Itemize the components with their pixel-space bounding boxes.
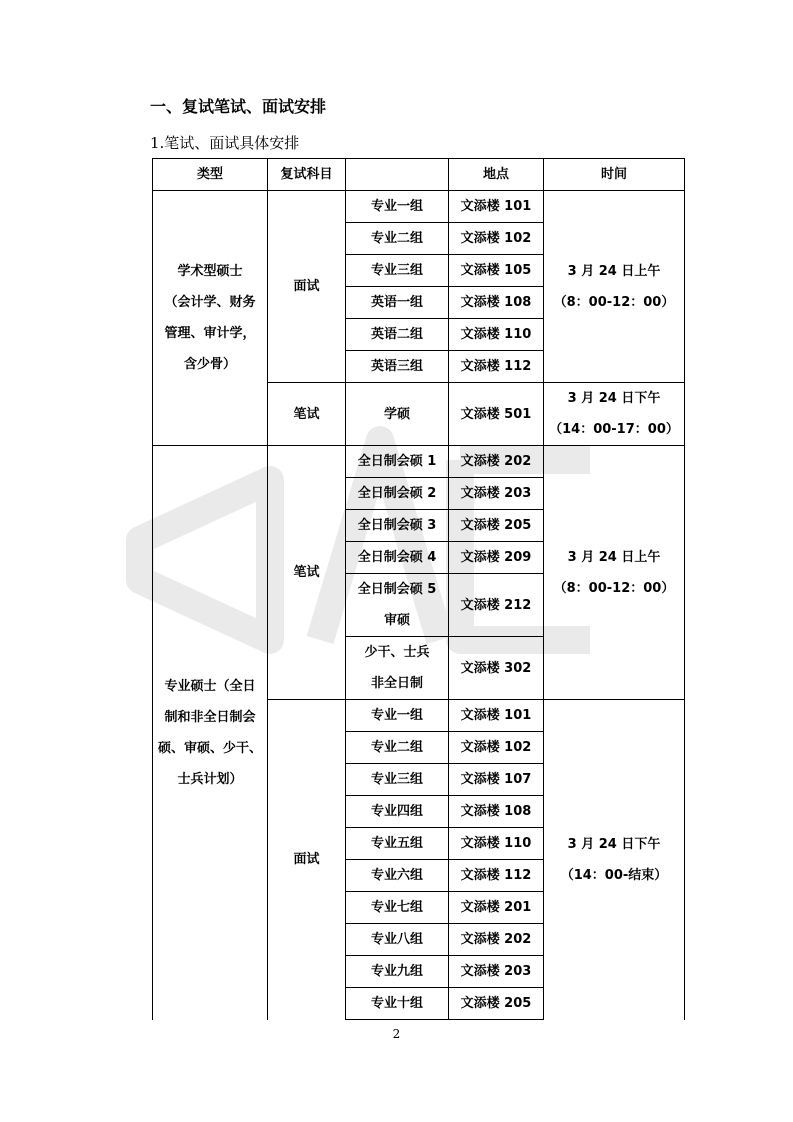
location-cell: 文添楼 112 xyxy=(449,351,544,383)
location-cell: 文添楼 203 xyxy=(449,956,544,988)
location-cell: 文添楼 202 xyxy=(449,446,544,478)
location-cell: 文添楼 101 xyxy=(449,191,544,223)
academic-interview-time: 3 月 24 日上午 （8：00-12：00） xyxy=(544,191,685,383)
group-cell: 全日制会硕 1 xyxy=(346,446,449,478)
subsection-heading: 1.笔试、面试具体安排 xyxy=(150,134,300,152)
location-cell: 文添楼 102 xyxy=(449,732,544,764)
location-cell: 文添楼 209 xyxy=(449,542,544,574)
location-cell: 文添楼 201 xyxy=(449,892,544,924)
professional-written-label: 笔试 xyxy=(268,446,346,700)
group-cell: 专业六组 xyxy=(346,860,449,892)
group-cell: 专业九组 xyxy=(346,956,449,988)
group-cell: 专业十组 xyxy=(346,988,449,1020)
schedule-table xyxy=(152,158,685,1020)
table-row xyxy=(153,446,685,478)
group-cell: 专业四组 xyxy=(346,796,449,828)
professional-written-time: 3 月 24 日上午 （8：00-12：00） xyxy=(544,446,685,700)
academic-type-cell: 学术型硕士 （会计学、财务 管理、审计学， 含少骨） xyxy=(153,191,268,446)
location-cell: 文添楼 102 xyxy=(449,223,544,255)
location-cell: 文添楼 105 xyxy=(449,255,544,287)
location-cell: 文添楼 108 xyxy=(449,287,544,319)
location-cell: 文添楼 205 xyxy=(449,988,544,1020)
group-cell: 专业一组 xyxy=(346,191,449,223)
header-subject: 复试科目 xyxy=(268,159,346,191)
group-cell: 专业二组 xyxy=(346,732,449,764)
group-cell: 专业五组 xyxy=(346,828,449,860)
location-cell: 文添楼 302 xyxy=(449,637,544,700)
group-cell: 专业一组 xyxy=(346,700,449,732)
group-cell: 英语一组 xyxy=(346,287,449,319)
group-cell: 全日制会硕 2 xyxy=(346,478,449,510)
academic-written-label: 笔试 xyxy=(268,383,346,446)
location-cell: 文添楼 101 xyxy=(449,700,544,732)
group-cell: 少干、士兵 非全日制 xyxy=(346,637,449,700)
group-cell: 专业八组 xyxy=(346,924,449,956)
group-cell: 英语三组 xyxy=(346,351,449,383)
table-header-row xyxy=(153,159,685,191)
table-row xyxy=(153,191,685,223)
location-cell: 文添楼 202 xyxy=(449,924,544,956)
group-cell: 专业三组 xyxy=(346,255,449,287)
academic-interview-label: 面试 xyxy=(268,191,346,383)
header-group xyxy=(346,159,449,191)
group-cell: 专业二组 xyxy=(346,223,449,255)
group-cell: 全日制会硕 3 xyxy=(346,510,449,542)
professional-interview-time: 3 月 24 日下午 （14：00-结束） xyxy=(544,700,685,1020)
group-cell: 专业三组 xyxy=(346,764,449,796)
location-cell: 文添楼 501 xyxy=(449,383,544,446)
location-cell: 文添楼 107 xyxy=(449,764,544,796)
location-cell: 文添楼 108 xyxy=(449,796,544,828)
group-cell: 学硕 xyxy=(346,383,449,446)
location-cell: 文添楼 110 xyxy=(449,319,544,351)
group-cell: 专业七组 xyxy=(346,892,449,924)
group-cell: 全日制会硕 5 审硕 xyxy=(346,574,449,637)
header-time: 时间 xyxy=(544,159,685,191)
academic-written-time: 3 月 24 日下午 （14：00-17：00） xyxy=(544,383,685,446)
location-cell: 文添楼 203 xyxy=(449,478,544,510)
professional-type-cell: 专业硕士（全日 制和非全日制会 硕、审硕、少干、 士兵计划） xyxy=(153,446,268,1020)
location-cell: 文添楼 212 xyxy=(449,574,544,637)
header-location: 地点 xyxy=(449,159,544,191)
location-cell: 文添楼 112 xyxy=(449,860,544,892)
group-cell: 全日制会硕 4 xyxy=(346,542,449,574)
section-heading: 一、复试笔试、面试安排 xyxy=(150,97,327,116)
group-cell: 英语二组 xyxy=(346,319,449,351)
header-type: 类型 xyxy=(153,159,268,191)
professional-interview-label: 面试 xyxy=(268,700,346,1020)
location-cell: 文添楼 205 xyxy=(449,510,544,542)
location-cell: 文添楼 110 xyxy=(449,828,544,860)
page-number: 2 xyxy=(392,1027,401,1041)
